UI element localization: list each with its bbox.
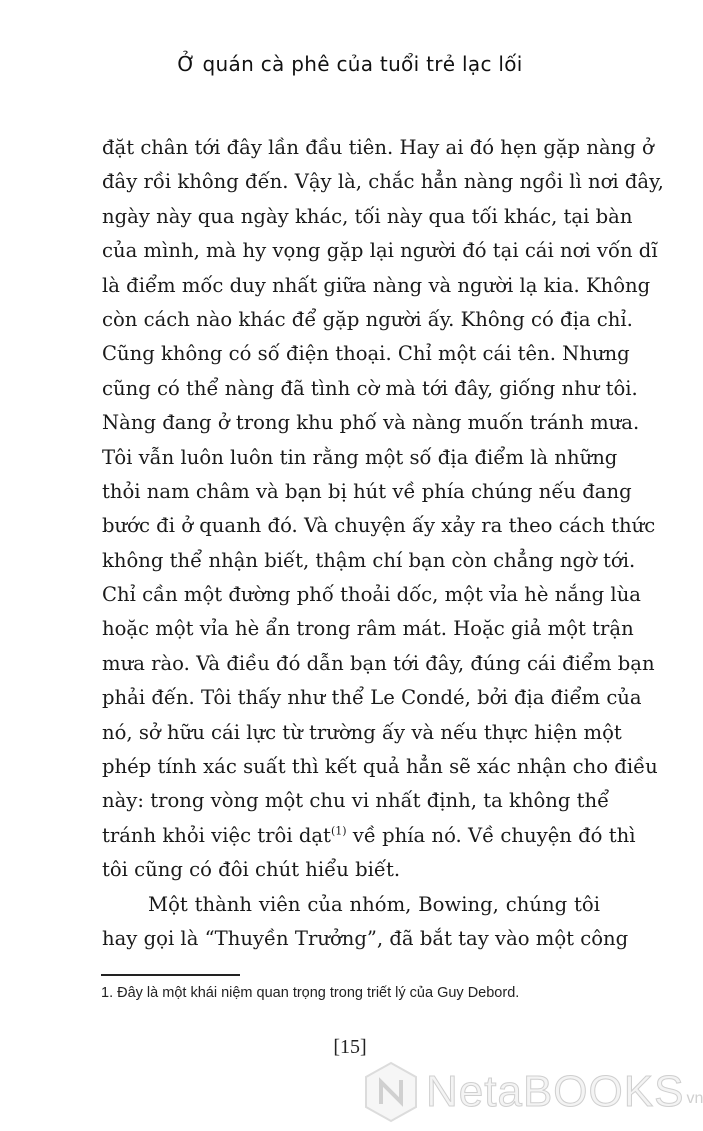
text-line: của mình, mà hy vọng gặp lại người đó tại cái nơi vốn dĩ <box>102 239 658 263</box>
footnote: 1. Đây là một khái niệm quan trọng trong triết lý của Guy Debord. <box>101 985 520 1001</box>
text-line: mưa rào. Và điều đó dẫn bạn tới đây, đúng cái điểm bạn <box>102 651 655 675</box>
text-line: là điểm mốc duy nhất giữa nàng và người lạ kia. Không <box>102 273 651 297</box>
footnote-ref[interactable]: (1) <box>330 824 347 838</box>
text-line: bước đi ở quanh đó. Và chuyện ấy xảy ra theo cách thức <box>102 514 656 538</box>
text-line: đặt chân tới đây lần đầu tiên. Hay ai đó hẹn gặp nàng ở <box>102 136 654 159</box>
text-line: này: trong vòng một chu vi nhất định, ta không thể <box>102 789 610 813</box>
netabooks-logo-icon <box>362 1060 420 1124</box>
text-line: Tôi vẫn luôn luôn tin rằng một số địa điểm là những <box>102 445 618 469</box>
text-line: Chỉ cần một đường phố thoải dốc, một vỉa hè nắng lùa <box>102 583 641 607</box>
text-line: đây rồi không đến. Vậy là, chắc hẳn nàng ngồi lì nơi đây, <box>102 170 664 194</box>
text-line: phải đến. Tôi thấy như thể Le Condé, bởi địa điểm của <box>102 686 642 710</box>
text-line: tôi cũng có đôi chút hiểu biết. <box>102 858 401 882</box>
text-line: còn cách nào khác để gặp người ấy. Không có địa chỉ. <box>102 307 633 331</box>
text-line: thỏi nam châm và bạn bị hút về phía chúng nếu đang <box>102 479 632 503</box>
text-line: tránh khỏi việc trôi dạt$^{(1)}$ về phía nó. Về chuyện đó thì <box>102 823 636 847</box>
body-text <box>102 131 664 956</box>
text-line: cũng có thể nàng đã tình cờ mà tới đây, giống như tôi. <box>102 376 638 400</box>
text-line: phép tính xác suất thì kết quả hẳn sẽ xác nhận cho điều <box>102 755 658 779</box>
text-line: Cũng không có số điện thoại. Chỉ một cái tên. Nhưng <box>102 342 630 366</box>
watermark-suffix: vn <box>686 1090 703 1107</box>
text-line: ngày này qua ngày khác, tối này qua tối khác, tại bàn <box>102 204 633 228</box>
running-title: Ở quán cà phê của tuổi trẻ lạc lối <box>177 52 523 76</box>
text-line: không thể nhận biết, thậm chí bạn còn chẳng ngờ tới. <box>102 548 636 572</box>
watermark-text: NetaBOOKS <box>426 1067 685 1116</box>
text-line: hoặc một vỉa hè ẩn trong râm mát. Hoặc giả một trận <box>102 617 634 641</box>
text-line: Nàng đang ở trong khu phố và nàng muốn tránh mưa. <box>102 411 640 435</box>
page-number: [15] <box>333 1036 367 1058</box>
watermark <box>362 1060 703 1124</box>
footnote-divider <box>101 974 240 976</box>
text-line: Một thành viên của nhóm, Bowing, chúng tôi <box>148 892 600 916</box>
text-line: nó, sở hữu cái lực từ trường ấy và nếu thực hiện một <box>102 720 622 744</box>
text-line: hay gọi là “Thuyền Trưởng”, đã bắt tay vào một công <box>102 926 629 950</box>
